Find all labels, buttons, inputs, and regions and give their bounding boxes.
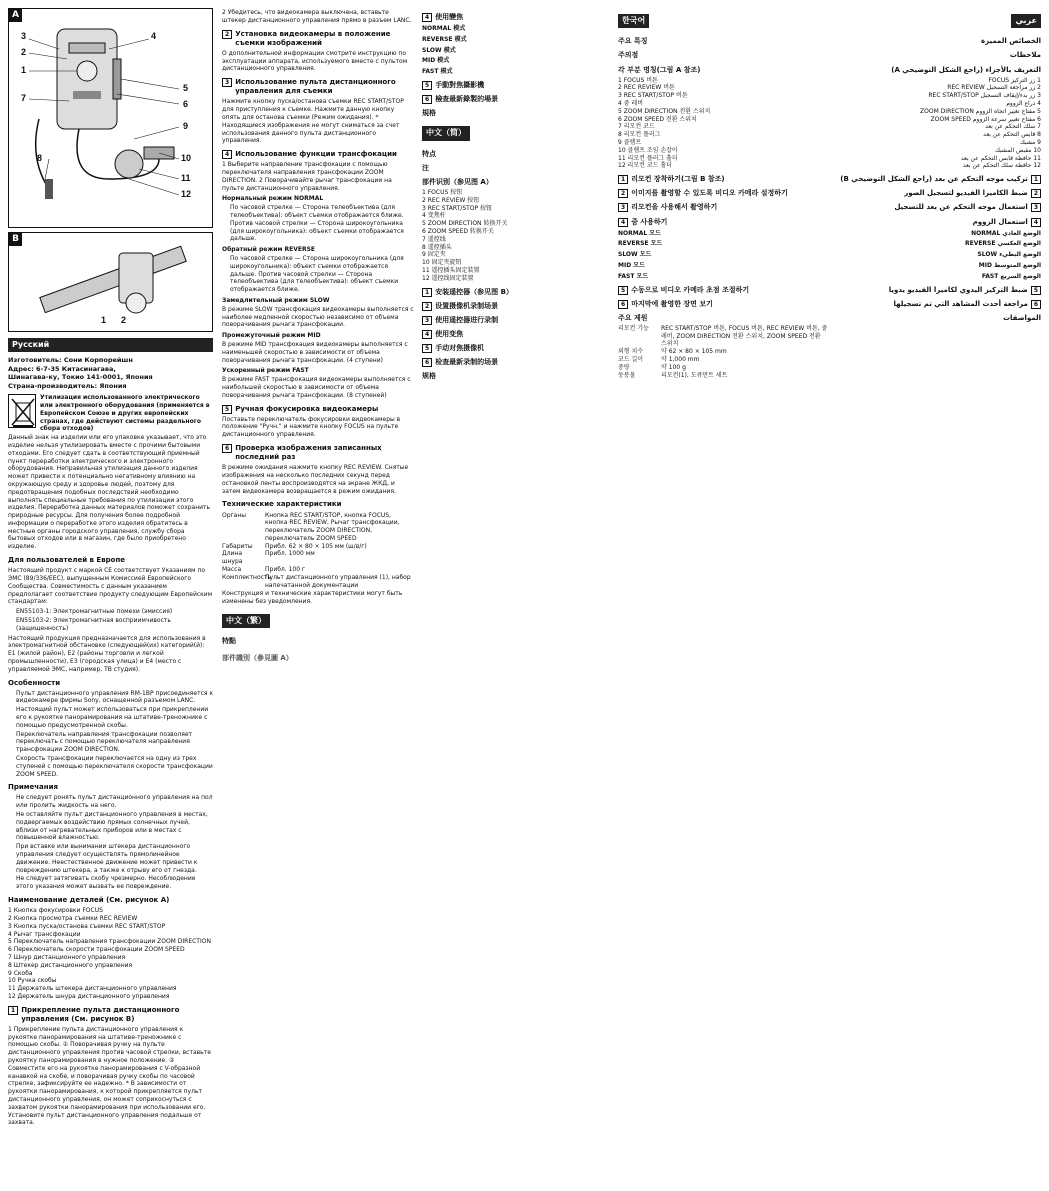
section-4b: [422, 330, 614, 339]
spec-title: 주요 제원: [618, 313, 648, 322]
section-6: [836, 300, 1041, 309]
figure-a: [8, 8, 213, 228]
list-item: 11 리모컨 플러그 홀더: [618, 154, 678, 162]
section-4: [222, 150, 414, 159]
list-item: 6 ZOOM SPEED 전환 스위치: [618, 115, 697, 123]
section-title: 使用变焦: [435, 329, 464, 338]
parts-list: [8, 907, 213, 1001]
features-title: 特点: [422, 149, 436, 158]
mode-title: الوضع البطيء SLOW: [977, 251, 1041, 259]
section-6: [618, 300, 828, 309]
mode-title: FAST 模式: [422, 68, 453, 76]
list-item: 3 REC START/STOP 버튼: [618, 92, 688, 100]
callout-b1: 1: [101, 315, 107, 325]
mode-title: Промежуточный режим MID: [222, 332, 321, 340]
disposal-body: Данный знак на изделии или его упаковке указывает, что это изделие нельзя утилизировать вместе с прочими бытовыми отходами. Его следует сдать в соответствующий приемный пункт переработки электрического и электронного оборудования. Неправильная утилизация данного изделия может привести к потенциально негативному влиянию на окружающую среду и здоровье людей, поэтому для предотвращения подобных последствий необходимо выполнять специальные требования по утилизации этого изделия. Переработка данных материалов поможет сохранить природные ресурсы. Для получения более подробной информации о переработке этого изделия обратитесь в местные органы городского управления, службу сбора бытовых отходов или в магазин, где было приобретено изделие.: [8, 434, 211, 551]
spec-value: 약 100 g: [661, 363, 686, 371]
section-3: [222, 78, 414, 96]
spec-key: Комплектность: [222, 573, 271, 581]
list-item: • EN55103-2: Электромагнитная восприимчивость (защищенность): [16, 617, 213, 633]
lang-chinese-simplified: 中文（简）: [422, 126, 470, 140]
section-number: 5: [222, 405, 232, 414]
list-item: 5 ZOOM DIRECTION 转换开关: [422, 220, 508, 228]
list-item: 11 Держатель штекера дистанционного управления: [8, 985, 177, 993]
list-item: 12 حافظة سلك التحكم عن بعد: [962, 162, 1041, 170]
section-number: 3: [1031, 203, 1041, 212]
section-number: 1: [8, 1006, 18, 1015]
notes-title: Примечания: [8, 783, 59, 792]
callout-10: 10: [181, 153, 192, 163]
spec-key: Габариты: [222, 542, 253, 550]
lang-korean: 한국어: [618, 14, 649, 28]
list-item: • Не следует ронять пульт дистанционного управления на пол или пролить жидкость на него.: [16, 794, 213, 810]
column-arabic: [836, 8, 1041, 1186]
section-3-body: Нажмите кнопку пуска/останова съемки REC START/STOP для приступления к съемке. Нажмите данную кнопку опять для останова съемки (Режим ожидания). * Находящиеся изображения не могут сниматься за счет использования данного пульта дистанционного управления.: [222, 98, 404, 145]
list-item: 9 클램프: [618, 139, 642, 147]
lang-russian: Русский: [8, 338, 213, 352]
section-title: تركيب موجه التحكم عن بعد (راجع الشكل التوضيحي B): [840, 175, 1028, 184]
callout-7: 7: [21, 93, 27, 103]
section-6: [422, 95, 614, 104]
list-item: 7 Шнур дистанционного управления: [8, 953, 126, 961]
section-5: [618, 286, 828, 295]
maker-line: Шинагава-ку, Токио 141-0001, Япония: [8, 373, 153, 382]
features-title: 주요 특징: [618, 37, 648, 46]
notes-title: ملاحظات: [1009, 51, 1041, 60]
mode-title: Обратный режим REVERSE: [222, 246, 316, 254]
section-title: Ручная фокусировка видеокамеры: [235, 404, 379, 413]
list-item: 11 遥控插头固定装置: [422, 267, 480, 274]
section-title: 使用遥控器进行录制: [435, 315, 499, 324]
list-item: 7 遥控线: [422, 235, 446, 243]
section-title: Использование пульта дистанционного управления для съемки: [235, 78, 396, 96]
section-number: 6: [1031, 300, 1041, 309]
list-item: 1 FOCUS 버튼: [618, 76, 658, 84]
users-body: Настоящий продукт с маркой CE соответствует Указаниям по ЭМС (89/336/EEC), выпущенным Комиссией Европейского Сообщества. Совместимость с данным указанием предполагает соответствие продукту следующим Европейским стандартам:: [8, 567, 213, 606]
section-title: استعمال الزووم: [972, 217, 1028, 226]
list-item: • Не оставляйте пульт дистанционного управления в местах, подвергаемых воздействию прямых солнечных лучей, вблизи от нагревательных приборов или в местах с повышенной влажностью.: [16, 811, 213, 842]
section-title: 手动对焦摄像机: [435, 343, 485, 352]
section-title: 리모컨 장착하기(그림 B 참조): [631, 175, 725, 184]
list-item: 9 مشبك: [1019, 139, 1041, 147]
notes-list: [8, 794, 213, 891]
recycle-bin-icon: [8, 394, 36, 428]
features-list: [8, 690, 213, 779]
section-number: 6: [618, 300, 628, 309]
list-item: • Настоящий пульт может использоваться при прикреплении его к рукоятке панорамирования на штативе-треножнике с помощью предусмотренной скобы.: [16, 706, 213, 729]
list-item: 1 FOCUS 按钮: [422, 189, 463, 197]
figure-a-label: A: [9, 9, 22, 22]
list-item: 4 ذراع الزووم: [1006, 100, 1041, 108]
mode-text: В режиме MID трансфокация видеокамеры выполняется с наименьшей скоростью в зависимости от объема поворачивания рычага трансфокации. (4 ступени): [222, 340, 408, 364]
list-item: 10 固定夹旋钮: [422, 259, 462, 267]
parts-title: 각 부분 명칭(그림 A 참조): [618, 65, 701, 74]
section-1: [618, 175, 828, 184]
parts-list: [618, 77, 828, 171]
spec-key: 중량: [618, 363, 630, 371]
section-number: 4: [222, 150, 232, 159]
section-4: [618, 218, 828, 227]
list-item: 3 زر بدء/إيقاف التسجيل REC START/STOP: [928, 92, 1041, 100]
figure-b: [8, 232, 213, 332]
list-item: 4 Рычаг трансфокации: [8, 930, 81, 938]
features-title: Особенности: [8, 678, 61, 687]
spec-key: 코드 길이: [618, 356, 644, 364]
section-title: 수동으로 비디오 카메라 초점 조절하기: [631, 285, 750, 294]
lang-chinese-traditional: 中文（繁）: [222, 614, 270, 628]
section-6: [222, 444, 414, 462]
section-title: استعمال موجه التحكم عن بعد للتسجيل: [894, 203, 1028, 212]
section-4-body: 1 Выберите направление трансфокации с помощью переключателя направления трансфокации ZOOM DIRECTION. 2 Поворачивайте рычаг трансфокации на пульте дистанционного управления.: [222, 161, 392, 192]
column-russian-2: [222, 8, 414, 1186]
spec-key: Масса: [222, 566, 242, 574]
parts-title: 部件識別（參見圖 A）: [222, 653, 293, 662]
spec-value: 약 1,000 mm: [661, 356, 700, 364]
spec-key: 동봉물: [618, 371, 636, 379]
list-item: 5 مفتاح تغيير اتجاه الزووم ZOOM DIRECTION: [920, 107, 1041, 115]
section-title: 이미지를 촬영할 수 있도록 비디오 카메라 설정하기: [631, 189, 788, 198]
section-number: 6: [222, 444, 232, 453]
column-russian: [8, 8, 213, 1186]
mode-title: الوضع العكسي REVERSE: [964, 240, 1041, 248]
section-1: [8, 1006, 213, 1024]
disposal-title: Утилизация использованного электрического или электронного оборудования (применяется в Европейском Союзе и других европейских странах, где действуют системы раздельного сбора отходов): [40, 394, 210, 433]
section-5: [422, 81, 614, 90]
section-1-body: 1 Прикрепление пульта дистанционного управления к рукоятке панорамирования на штативе-треножнике с помощью скобы. ① Поворачивая ручку на пульте дистанционного управления против часовой стрелки, вставьте рукоятку панорамирования в нужное положение. ② Совместите его на рукоятке панорамирования с V-образной канавкой на скобе, и поворачивая ручку скобы по часовой стрелке, зафиксируйте ее надежно. * В зависимости от рукоятки панорамирования, к которой прикрепляется пульт дистанционного управления, он может соприкоснуться с захватом рукоятки панорамирования при использовании его. Установите пульт дистанционного управления подальше от захвата.: [8, 1025, 211, 1127]
section-number: 3: [222, 78, 232, 87]
section-number: 4: [618, 218, 628, 227]
section-title: ضبط الكاميرا الفيديو لتسجيل الصور: [904, 189, 1028, 198]
list-item: 10 مقبض المشبك: [994, 146, 1041, 154]
spec-key: 외형 치수: [618, 348, 644, 356]
maker-line: Адрес: 6-7-35 Китасинагава,: [8, 364, 116, 373]
list-item: 8 Штекер дистанционного управления: [8, 961, 133, 969]
mode-title: Замедлительный режим SLOW: [222, 296, 330, 304]
spec-value: 리모컨(1), 도큐먼트 세트: [661, 371, 728, 379]
section-1: [422, 288, 614, 297]
spec-value: 약 62 × 80 × 105 mm: [661, 348, 727, 356]
maker-line: Страна-производитель: Япония: [8, 381, 127, 390]
section-title: 安装遥控器（参见图 B）: [435, 287, 513, 296]
spec-value: REC START/STOP 버튼, FOCUS 버튼, REC REVIEW 버튼, 줌 레버, ZOOM DIRECTION 전환 스위치, ZOOM SPEED 전환 스위치: [661, 324, 828, 348]
section-title: ضبط التركيز اليدوي لكاميرا الفيديو يدويا: [888, 285, 1028, 294]
list-item: 2 REC REVIEW 버튼: [618, 84, 675, 92]
column-chinese: [422, 8, 614, 1186]
spec-key: 리모컨 기능: [618, 324, 649, 332]
section-title: 리모컨을 사용해서 촬영하기: [631, 203, 718, 212]
features-title: 特點: [222, 637, 236, 646]
section-number: 5: [1031, 286, 1041, 295]
section-number: 6: [422, 358, 432, 367]
callout-b2: 2: [121, 315, 127, 325]
list-item: 2 Кнопка просмотра съемки REC REVIEW: [8, 914, 138, 922]
section-number: 5: [422, 81, 432, 90]
parts-title: 部件识别（参见图 A）: [422, 177, 493, 186]
spec-value: Прибл. 100 г: [265, 566, 306, 574]
list-item: 7 리모컨 코드: [618, 123, 655, 131]
list-item: 8 리모컨 플러그: [618, 131, 661, 139]
section-title: 줌 사용하기: [631, 217, 668, 226]
list-item: • Скорость трансфокации переключается на одну из трех ступеней с помощью переключателя скорости трансфокации ZOOM SPEED.: [16, 755, 213, 778]
section-5: [222, 405, 414, 414]
section-number: 4: [1031, 218, 1041, 227]
env-text: Настоящий продукция предназначается для использования в электромагнитной обстановке (следующей(их) категорий(й): E1 (жилой район), E2 (районы торговли и легкой промышленности), E3 (городская улица) и E4 (место с управляемой ЭМС, например, ТВ студия).: [8, 634, 206, 673]
callout-9: 9: [183, 121, 189, 131]
tripod-illustration: [9, 233, 212, 331]
section-number: 2: [422, 302, 432, 311]
section-title: 手動對焦攝影機: [435, 81, 485, 90]
disposal-block: [8, 394, 213, 551]
spec-value: Кнопка REC START/STOP, кнопка FOCUS, кнопка REC REVIEW, Рычаг трансфокации, переключатель ZOOM DIRECTION, переключатель ZOOM SPEED: [265, 511, 400, 542]
spec-value: Прибл. 62 × 80 × 105 мм (ш/в/г): [265, 542, 367, 550]
spec-value: Прибл. 1000 мм: [265, 550, 315, 558]
section-5b: [422, 344, 614, 353]
section-number: 4: [422, 13, 432, 22]
mode-title: MID 模式: [422, 57, 450, 65]
list-item: 6 مفتاح تغيير سرعة الزووم ZOOM SPEED: [930, 115, 1041, 123]
chinese-traditional-body: [222, 649, 414, 769]
list-item: 10 Ручка скобы: [8, 977, 57, 985]
maker-info: [8, 356, 213, 390]
list-item: 3 Кнопка пуска/останова съемки REC START/STOP: [8, 922, 166, 930]
users-title: Для пользователей в Европе: [8, 556, 126, 565]
list-item: 6 ZOOM SPEED 转换开关: [422, 228, 494, 236]
list-item: 12 遥控线固定装置: [422, 274, 474, 282]
mode-title: REVERSE 모드: [618, 240, 663, 248]
mode-title: الوضع المتوسط MID: [978, 262, 1041, 269]
section-title: Прикрепление пульта дистанционного управления (См. рисунок B): [21, 1005, 180, 1023]
list-item: 7 سلك التحكم عن بعد: [985, 123, 1041, 131]
list-item: 5 Переключатель направления трансфокации ZOOM DIRECTION: [8, 938, 211, 946]
mode-title: NORMAL 모드: [618, 229, 661, 237]
list-item: • При вставке или вынимании штекера дистанционного управления следует осуществлять прямолинейное движение. Неестественное движение может привести к повреждению штекера, а также к отрыву его от гнезда.: [16, 843, 213, 874]
list-item: 9 Скоба: [8, 969, 33, 977]
list-item: 8 قابس التحكم عن بعد: [983, 131, 1041, 139]
mode-text: В режиме SLOW трансфокация видеокамеры выполняется с наиболее медленной скоростью независимо от объема поворачивания рычага трансфокации.: [222, 305, 414, 329]
section-2: [618, 189, 828, 198]
list-item: 6 Переключатель скорости трансфокации ZOOM SPEED: [8, 946, 185, 954]
list-item: 2 زر مراجعة التسجيل REC REVIEW: [947, 84, 1041, 92]
parts-title: Наименование деталей (См. рисунок A): [8, 896, 170, 905]
section-number: 5: [618, 286, 628, 295]
section-title: Проверка изображения записанных последний раз: [235, 444, 382, 462]
section-title: Использование функции трансфокации: [235, 150, 397, 159]
section-title: مراجعة أحدث المشاهد التي تم تسجيلها: [893, 299, 1028, 308]
mode-title: Ускоренный режим FAST: [222, 367, 309, 375]
section-title: 使用變焦: [435, 13, 464, 21]
callout-2: 2: [21, 47, 27, 57]
spec-table: [222, 512, 414, 590]
list-item: • Пульт дистанционного управления RM-1BP присоединяется к видеокамере фирмы Sony, оснащенной разъемом LANC.: [16, 690, 213, 706]
spec-title: المواصفات: [1003, 313, 1041, 322]
callout-4: 4: [151, 31, 157, 41]
callout-5: 5: [183, 83, 189, 93]
list-item: 10 클램프 조임 손잡이: [618, 146, 678, 154]
spec-key: Органы: [222, 511, 247, 519]
list-item: 12 리모컨 코드 홀더: [618, 162, 672, 170]
notes-title: 注: [422, 163, 429, 172]
section-number: 6: [422, 95, 432, 104]
parts-list: [836, 77, 1041, 171]
spec-title: 规格: [422, 372, 436, 381]
list-item: 1 زر التركيز FOCUS: [988, 76, 1041, 84]
callout-6: 6: [183, 99, 189, 109]
section-3: [422, 316, 614, 325]
section-2-body: О дополнительной информации смотрите инструкцию по эксплуатации аппарата, используемого вместе с пультом дистанционного управления.: [222, 49, 408, 73]
callout-11: 11: [181, 173, 191, 183]
mode-title: REVERSE 模式: [422, 35, 467, 43]
list-item: 9 固定夹: [422, 251, 446, 259]
section-number: 3: [422, 316, 432, 325]
section-number: 1: [618, 175, 628, 184]
column-korean: [618, 8, 828, 1186]
section-3: [618, 203, 828, 212]
features-title: الخصائص المميزة: [981, 37, 1041, 46]
mode-title: الوضع العادي NORMAL: [971, 229, 1041, 237]
list-item: 12 Держатель шнура дистанционного управления: [8, 992, 170, 1000]
list-item: • EN55103-1: Электромагнитные помехи (эмиссия): [16, 608, 213, 616]
section-6-body: В режиме ожидания нажмите кнопку REC REVIEW. Снятые изображения на несколько последних секунд перед остановкой ленты воспроизводятся на экране ЖКД, и затем видеокамера возвращается в режим ожидания.: [222, 464, 409, 495]
mode-title: الوضع السريع FAST: [981, 272, 1041, 280]
callout-3: 3: [21, 31, 27, 41]
section-number: 1: [1031, 175, 1041, 184]
section-number: 2: [618, 189, 628, 198]
list-item: • Не следует затягивать скобу чрезмерно. Несоблюдение этого указания может вызвать ее повреждение.: [16, 875, 213, 891]
section-5: [836, 286, 1041, 295]
mode-text: В режиме FAST трансфокация видеокамеры выполняется с наибольшей скоростью в зависимости от объема поворачивания рычага трансфокации. (8 ступеней): [222, 376, 411, 399]
spec-table: [618, 325, 828, 380]
callout-12: 12: [181, 189, 192, 199]
mode-text: По часовой стрелке — Сторона широкоугольника (для широкоугольника): объект съемки отображается дальше. Против часовой стрелки — Сторона телеобъектива (для телеобъектива): объект съемки отображается ближе.: [230, 255, 404, 294]
list-item: 5 ZOOM DIRECTION 전환 스위치: [618, 107, 711, 115]
callout-8: 8: [37, 153, 43, 163]
spec-value: Пульт дистанционного управления (1), набор напечатанной документации: [265, 573, 411, 589]
section-title: 檢查最新錄製的場景: [435, 95, 499, 104]
callout-1: 1: [21, 65, 27, 75]
parts-title: التعريف بالأجزاء (راجع الشكل التوضيحي A): [891, 65, 1041, 74]
list-item: 2 REC REVIEW 按钮: [422, 196, 480, 204]
spec-title: Технические характеристики: [222, 500, 342, 509]
mode-title: Нормальный режим NORMAL: [222, 195, 324, 203]
section-number: 2: [1031, 189, 1041, 198]
spec-key: Длина шнура: [222, 550, 243, 566]
list-item: 1 Кнопка фокусировки FOCUS: [8, 907, 103, 915]
section-4: [836, 218, 1041, 227]
list-item: 8 遥控插头: [422, 243, 452, 251]
section-title: Установка видеокамеры в положение съемки изображений: [235, 29, 391, 47]
section-2: [836, 189, 1041, 198]
section-number: 1: [422, 288, 432, 297]
notes-title: 주의점: [618, 51, 639, 60]
section-title: 检查最新录制的场景: [435, 358, 499, 367]
mode-title: SLOW 모드: [618, 251, 652, 259]
section-6b: [422, 358, 614, 367]
section-4: [422, 13, 614, 22]
list-item: 4 变焦杆: [422, 212, 446, 220]
section-number: 2: [222, 30, 232, 39]
mode-title: SLOW 模式: [422, 46, 456, 54]
section-3: [836, 203, 1041, 212]
section-number: 3: [618, 203, 628, 212]
list-item: • Переключатель направления трансфокации позволяет переключать с помощью переключателя направления трансфокации ZOOM DIRECTION.: [16, 731, 213, 754]
closing-text: Конструкция и технические характеристики могут быть изменены без уведомления.: [222, 590, 403, 606]
section-title: 마지막에 촬영한 장면 보기: [631, 299, 713, 308]
mode-title: NORMAL 模式: [422, 25, 466, 33]
section-2: [422, 302, 614, 311]
parts-list: [422, 189, 614, 283]
list-item: 11 حافظة قابس التحكم عن بعد: [960, 154, 1041, 162]
lang-arabic: عربي: [1011, 14, 1041, 28]
section-5-body: Поставьте переключатель фокусировки видеокамеры в положение "Ручн." и нажмите кнопку FOCUS на пульте дистанционного управления.: [222, 415, 401, 439]
standards-list: [8, 608, 213, 632]
list-item: 3 REC START/STOP 按钮: [422, 204, 493, 212]
list-item: 4 줌 레버: [618, 100, 644, 108]
spec-title: 規格: [422, 109, 436, 118]
intro-text: 2 Убедитесь, что видеокамера выключена, вставьте штекер дистанционного управления прямо в разъем LANC.: [222, 9, 412, 24]
figure-b-label: B: [9, 233, 22, 246]
section-2: [222, 30, 414, 48]
section-number: 5: [422, 344, 432, 353]
section-number: 4: [422, 330, 432, 339]
maker-line: Изготовитель: Сони Корпорейшн: [8, 356, 133, 365]
section-title: 设置摄像机录制场景: [435, 301, 499, 310]
mode-title: FAST 모드: [618, 272, 649, 280]
mode-title: MID 모드: [618, 262, 645, 269]
section-1: [836, 175, 1041, 184]
mode-text: По часовой стрелке — Сторона телеобъектива (для телеобъектива): объект съемки отображается ближе. Против часовой стрелки — Сторона широкоугольника (для широкоугольника): объект съемки отображается дальше.: [230, 204, 404, 243]
